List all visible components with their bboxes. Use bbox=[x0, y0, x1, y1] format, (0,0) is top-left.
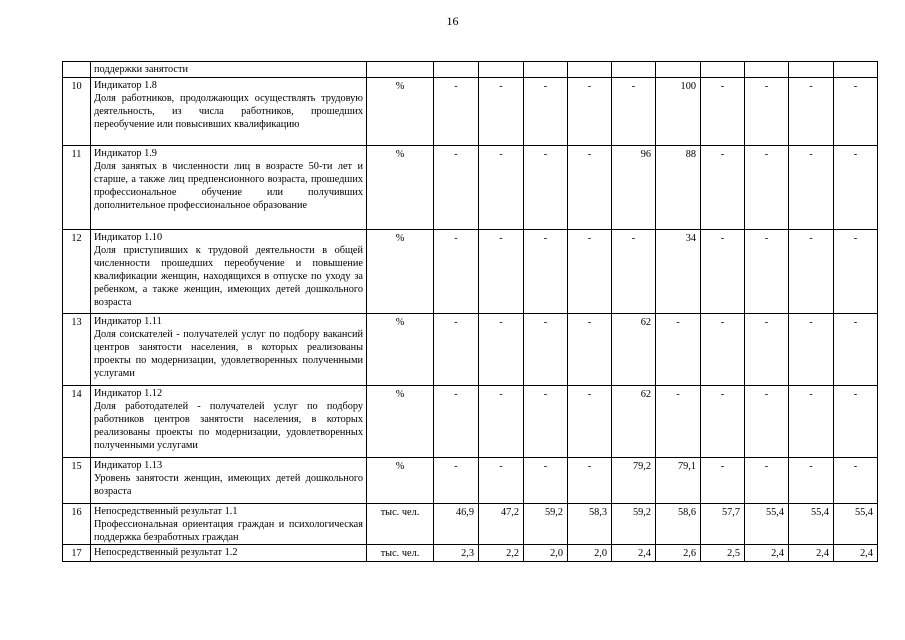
value-cell: 100 bbox=[656, 78, 701, 146]
row-number-cell: 12 bbox=[63, 230, 91, 314]
value-cell bbox=[434, 62, 479, 78]
indicator-description: Уровень занятости женщин, имеющих детей дошкольного возраста bbox=[94, 473, 363, 497]
value-cell bbox=[612, 62, 656, 78]
value-cell: 34 bbox=[656, 230, 701, 314]
indicators-table bbox=[62, 61, 878, 562]
description-cell bbox=[91, 314, 367, 386]
row-number-cell: 17 bbox=[63, 545, 91, 562]
unit-cell: % bbox=[367, 78, 434, 146]
value-cell: - bbox=[568, 146, 612, 230]
value-cell: 46,9 bbox=[434, 504, 479, 545]
table-row bbox=[63, 386, 878, 458]
indicator-title: Индикатор 1.13 bbox=[94, 460, 163, 471]
value-cell: - bbox=[789, 146, 834, 230]
table-row bbox=[63, 458, 878, 504]
indicator-title: Индикатор 1.11 bbox=[94, 316, 162, 327]
value-cell: - bbox=[789, 458, 834, 504]
indicator-title: Индикатор 1.8 bbox=[94, 80, 157, 91]
description-cell bbox=[91, 458, 367, 504]
value-cell: - bbox=[524, 386, 568, 458]
value-cell: - bbox=[479, 78, 524, 146]
indicator-description: Доля работодателей - получателей услуг по подбору работников центров занятости населения, в которых реализованы проекты по модернизации, удовлетворенных полученными услугами bbox=[94, 401, 363, 451]
indicator-title: Индикатор 1.9 bbox=[94, 148, 157, 159]
row-number-cell: 16 bbox=[63, 504, 91, 545]
value-cell: 79,2 bbox=[612, 458, 656, 504]
value-cell: 58,6 bbox=[656, 504, 701, 545]
table-row bbox=[63, 146, 878, 230]
value-cell: - bbox=[789, 386, 834, 458]
value-cell: - bbox=[745, 386, 789, 458]
value-cell: - bbox=[656, 314, 701, 386]
unit-cell: % bbox=[367, 386, 434, 458]
value-cell: - bbox=[479, 230, 524, 314]
value-cell: 57,7 bbox=[701, 504, 745, 545]
unit-cell: % bbox=[367, 314, 434, 386]
value-cell: - bbox=[701, 386, 745, 458]
description-cell bbox=[91, 386, 367, 458]
value-cell: - bbox=[524, 314, 568, 386]
value-cell: 55,4 bbox=[789, 504, 834, 545]
value-cell: 2,3 bbox=[434, 545, 479, 562]
indicator-description: Доля приступивших к трудовой деятельности в общей численности прошедших переобучение и повышение квалификации женщин, находящихся в отпуске по уходу за ребенком, а также женщин, имеющих детей дошкольного возраста bbox=[94, 245, 363, 308]
value-cell: - bbox=[745, 78, 789, 146]
value-cell: - bbox=[524, 458, 568, 504]
value-cell: 59,2 bbox=[612, 504, 656, 545]
unit-cell: % bbox=[367, 230, 434, 314]
value-cell: - bbox=[701, 458, 745, 504]
row-number-cell: 10 bbox=[63, 78, 91, 146]
value-cell bbox=[656, 62, 701, 78]
row-number-cell: 11 bbox=[63, 146, 91, 230]
value-cell bbox=[789, 62, 834, 78]
row-number-cell: 14 bbox=[63, 386, 91, 458]
value-cell: 58,3 bbox=[568, 504, 612, 545]
indicator-description: Доля работников, продолжающих осуществлять трудовую деятельность, из числа работников, прошедших переобучение или повысивших квалификацию bbox=[94, 93, 363, 130]
value-cell: - bbox=[434, 78, 479, 146]
value-cell: 79,1 bbox=[656, 458, 701, 504]
value-cell: 2,4 bbox=[834, 545, 878, 562]
value-cell: 2,0 bbox=[568, 545, 612, 562]
value-cell: 2,2 bbox=[479, 545, 524, 562]
value-cell bbox=[745, 62, 789, 78]
value-cell: - bbox=[568, 458, 612, 504]
table-row bbox=[63, 545, 878, 562]
indicator-title: Индикатор 1.12 bbox=[94, 388, 163, 399]
value-cell bbox=[701, 62, 745, 78]
row-number-cell bbox=[63, 62, 91, 78]
table-body bbox=[63, 62, 878, 562]
indicator-description: Доля соискателей - получателей услуг по подбору вакансий центров занятости населения, в которых реализованы проекты по модернизации, удовлетворенных полученными услугами bbox=[94, 329, 363, 379]
value-cell: - bbox=[612, 230, 656, 314]
value-cell: - bbox=[789, 314, 834, 386]
description-cell bbox=[91, 230, 367, 314]
page-number: 16 bbox=[446, 14, 459, 28]
value-cell: 47,2 bbox=[479, 504, 524, 545]
value-cell: 2,4 bbox=[612, 545, 656, 562]
value-cell: - bbox=[568, 386, 612, 458]
value-cell: 2,5 bbox=[701, 545, 745, 562]
value-cell: - bbox=[434, 386, 479, 458]
value-cell: - bbox=[479, 458, 524, 504]
value-cell: - bbox=[479, 314, 524, 386]
value-cell: - bbox=[789, 230, 834, 314]
description-cell bbox=[91, 504, 367, 545]
value-cell: 2,6 bbox=[656, 545, 701, 562]
table-row bbox=[63, 230, 878, 314]
unit-cell: тыс. чел. bbox=[367, 504, 434, 545]
value-cell: 59,2 bbox=[524, 504, 568, 545]
row-number-cell: 13 bbox=[63, 314, 91, 386]
value-cell: 2,4 bbox=[745, 545, 789, 562]
value-cell: - bbox=[479, 146, 524, 230]
indicator-title: Непосредственный результат 1.1 bbox=[94, 506, 238, 517]
value-cell: - bbox=[701, 230, 745, 314]
description-cell: поддержки занятости bbox=[91, 62, 367, 78]
value-cell: - bbox=[434, 458, 479, 504]
value-cell: - bbox=[568, 78, 612, 146]
value-cell: - bbox=[568, 230, 612, 314]
value-cell: - bbox=[745, 146, 789, 230]
value-cell: - bbox=[612, 78, 656, 146]
value-cell: 55,4 bbox=[834, 504, 878, 545]
value-cell: - bbox=[524, 146, 568, 230]
value-cell: - bbox=[834, 458, 878, 504]
value-cell: 55,4 bbox=[745, 504, 789, 545]
value-cell: 62 bbox=[612, 386, 656, 458]
value-cell: - bbox=[701, 146, 745, 230]
description-cell bbox=[91, 78, 367, 146]
value-cell: - bbox=[524, 78, 568, 146]
value-cell bbox=[568, 62, 612, 78]
value-cell: 88 bbox=[656, 146, 701, 230]
value-cell bbox=[524, 62, 568, 78]
unit-cell: % bbox=[367, 146, 434, 230]
value-cell: - bbox=[434, 230, 479, 314]
value-cell: 62 bbox=[612, 314, 656, 386]
value-cell: 2,0 bbox=[524, 545, 568, 562]
value-cell: - bbox=[568, 314, 612, 386]
value-cell: - bbox=[834, 314, 878, 386]
value-cell: - bbox=[745, 458, 789, 504]
value-cell: - bbox=[701, 314, 745, 386]
table-row bbox=[63, 62, 878, 78]
table-row bbox=[63, 78, 878, 146]
value-cell: - bbox=[745, 314, 789, 386]
indicator-title: Непосредственный результат 1.2 bbox=[94, 547, 238, 558]
value-cell: 96 bbox=[612, 146, 656, 230]
indicator-description: Доля занятых в численности лиц в возрасте 50-ти лет и старше, а также лиц предпенсионного возраста, прошедших профессиональное обучение или получивших дополнительное профессиональное образование bbox=[94, 161, 363, 211]
table-row bbox=[63, 504, 878, 545]
value-cell: - bbox=[789, 78, 834, 146]
value-cell: - bbox=[834, 78, 878, 146]
indicator-description: Профессиональная ориентация граждан и психологическая поддержка безработных граждан bbox=[94, 519, 363, 543]
description-cell bbox=[91, 545, 367, 562]
table-row bbox=[63, 314, 878, 386]
value-cell: - bbox=[834, 230, 878, 314]
value-cell: - bbox=[434, 146, 479, 230]
value-cell: - bbox=[434, 314, 479, 386]
value-cell: - bbox=[656, 386, 701, 458]
unit-cell: % bbox=[367, 458, 434, 504]
value-cell: - bbox=[834, 386, 878, 458]
value-cell: 2,4 bbox=[789, 545, 834, 562]
value-cell: - bbox=[524, 230, 568, 314]
value-cell bbox=[479, 62, 524, 78]
value-cell: - bbox=[745, 230, 789, 314]
row-number-cell: 15 bbox=[63, 458, 91, 504]
value-cell: - bbox=[479, 386, 524, 458]
unit-cell: тыс. чел. bbox=[367, 545, 434, 562]
description-cell bbox=[91, 146, 367, 230]
unit-cell bbox=[367, 62, 434, 78]
indicator-title: Индикатор 1.10 bbox=[94, 232, 163, 243]
value-cell: - bbox=[834, 146, 878, 230]
value-cell: - bbox=[701, 78, 745, 146]
value-cell bbox=[834, 62, 878, 78]
